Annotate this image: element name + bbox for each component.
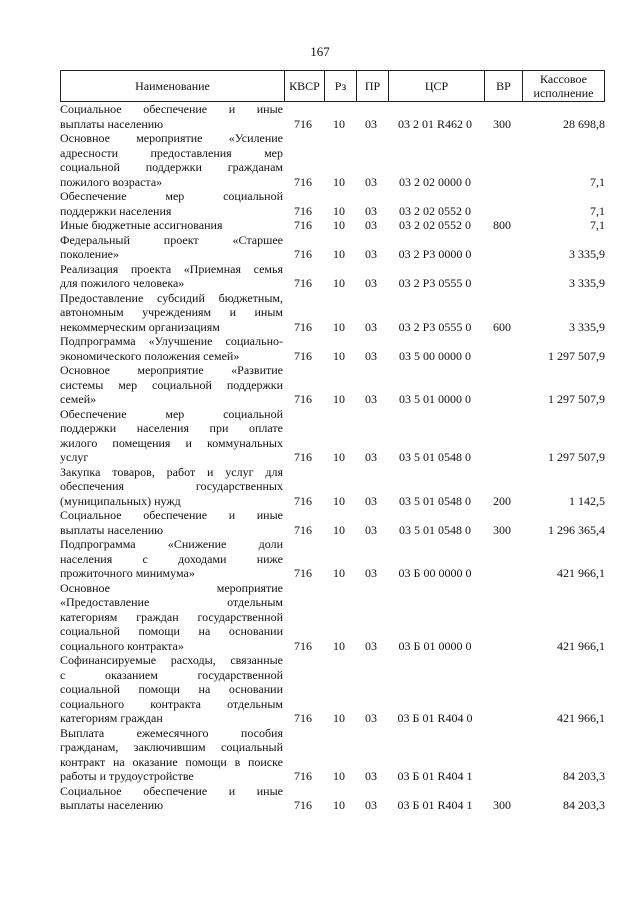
row-name-line: автономным учреждениям и иным — [60, 305, 283, 319]
row-pr: 03 — [365, 638, 377, 653]
table-row — [60, 262, 605, 291]
row-pr: 03 — [365, 798, 377, 812]
table-row — [60, 653, 605, 726]
row-name-line: поддержки населения — [60, 203, 172, 218]
row-csr: 03 2 02 0552 0 — [399, 218, 471, 232]
row-name-line: социальной помощи на основании — [60, 682, 283, 696]
row-name — [60, 465, 283, 509]
row-pr: 03 — [365, 247, 377, 261]
row-name-line: социального контракта отдельным — [60, 696, 283, 711]
row-name-line: Выплата ежемесячного пособия — [60, 725, 283, 740]
row-csr: 03 Б 01 0000 0 — [398, 638, 472, 653]
row-pr: 03 — [365, 450, 377, 464]
row-name-line: Обеспечение мер социальной — [60, 189, 283, 203]
row-rz: 10 — [333, 769, 345, 783]
row-csr: 03 2 02 0000 0 — [399, 174, 471, 189]
row-rz: 10 — [333, 276, 345, 290]
row-rz: 10 — [333, 522, 345, 537]
row-name-line: прожиточного минимума» — [60, 566, 195, 580]
table-row — [60, 233, 605, 262]
row-name-line: Основное мероприятие — [60, 580, 283, 595]
row-name-line: некоммерческим организациям — [60, 319, 220, 334]
row-name-line: населения с доходами ниже — [60, 551, 283, 566]
row-name-line: Софинансируемые расходы, связанные — [60, 653, 283, 667]
row-name-line: Социальное обеспечение и иные — [60, 102, 283, 116]
row-name-line: Реализация проекта «Приемная семья — [60, 261, 283, 276]
header-csr: ЦСР — [388, 71, 484, 101]
row-kass: 3 335,9 — [569, 319, 605, 334]
row-pr: 03 — [365, 769, 377, 783]
row-kass: 1 297 507,9 — [548, 392, 605, 406]
row-name-line: контракт на оказание помощи в поиске — [60, 754, 283, 769]
table-row — [60, 508, 605, 537]
row-name-line: Подпрограмма «Снижение доли — [60, 537, 283, 551]
row-vr: 300 — [493, 522, 511, 537]
row-pr: 03 — [365, 522, 377, 537]
row-rz: 10 — [333, 566, 345, 580]
row-vr: 600 — [493, 319, 511, 334]
row-csr: 03 5 01 0548 0 — [399, 522, 471, 537]
table-header — [60, 70, 605, 102]
row-name-line: жилого помещения и коммунальных — [60, 435, 283, 450]
row-rz: 10 — [333, 218, 345, 232]
row-name-line: для пожилого человека» — [60, 276, 185, 290]
row-name-line: Социальное обеспечение и иные — [60, 783, 283, 798]
row-pr: 03 — [365, 276, 377, 290]
row-name — [60, 407, 283, 465]
header-kass — [522, 71, 604, 101]
row-kvsr: 716 — [294, 174, 312, 189]
row-name-line: «Предоставление отдельным — [60, 595, 283, 609]
row-pr: 03 — [365, 218, 377, 232]
row-name — [60, 291, 283, 335]
row-pr: 03 — [365, 566, 377, 580]
row-name-line: семей» — [60, 392, 97, 406]
table-row — [60, 189, 605, 218]
row-name — [60, 653, 283, 726]
table-row — [60, 291, 605, 335]
row-name-line: поколение» — [60, 247, 119, 261]
row-rz: 10 — [333, 116, 345, 131]
row-name-line: адресности предоставления мер — [60, 145, 283, 160]
row-kass: 7,1 — [590, 174, 605, 189]
row-kass: 7,1 — [590, 203, 605, 218]
row-csr: 03 2 P3 0000 0 — [398, 247, 472, 261]
row-rz: 10 — [333, 348, 345, 363]
row-name-line: пожилого возраста» — [60, 174, 163, 189]
row-name — [60, 189, 283, 218]
row-csr: 03 5 01 0548 0 — [399, 450, 471, 464]
table-row — [60, 465, 605, 509]
row-kvsr: 716 — [294, 392, 312, 406]
row-name — [60, 363, 283, 407]
row-csr: 03 Б 00 0000 0 — [398, 566, 472, 580]
row-kvsr: 716 — [294, 638, 312, 653]
table-row — [60, 218, 605, 233]
row-rz: 10 — [333, 392, 345, 406]
row-csr: 03 Б 01 R404 1 — [397, 769, 473, 783]
row-name-line: Предоставление субсидий бюджетным, — [60, 290, 283, 305]
row-kass: 3 335,9 — [569, 276, 605, 290]
row-csr: 03 2 01 R462 0 — [397, 116, 472, 131]
row-kvsr: 716 — [294, 711, 312, 725]
row-kass: 421 966,1 — [557, 638, 605, 653]
row-name-line: с оказанием государственной — [60, 667, 283, 682]
table-row — [60, 131, 605, 189]
row-name — [60, 784, 283, 813]
row-pr: 03 — [365, 711, 377, 725]
row-kvsr: 716 — [294, 247, 312, 261]
row-csr: 03 Б 01 R404 1 — [397, 798, 473, 812]
row-kvsr: 716 — [294, 493, 312, 508]
table-row — [60, 334, 605, 363]
header-kass-line1: Кассовое — [540, 72, 587, 86]
row-csr: 03 5 01 0548 0 — [399, 493, 471, 508]
header-kvsr: КВСР — [284, 71, 324, 101]
row-vr: 800 — [493, 218, 511, 232]
row-csr: 03 5 00 0000 0 — [399, 348, 471, 363]
row-name-line: экономического положения семей» — [60, 348, 240, 363]
row-kass: 1 296 365,4 — [548, 522, 605, 537]
row-vr: 300 — [493, 798, 511, 812]
page-number: 167 — [310, 44, 330, 59]
row-name-line: системы мер социальной поддержки — [60, 377, 283, 392]
row-rz: 10 — [333, 319, 345, 334]
row-kvsr: 716 — [294, 276, 312, 290]
row-kvsr: 716 — [294, 116, 312, 131]
row-name — [60, 581, 283, 654]
row-name-line: выплаты населению — [60, 522, 164, 537]
header-name: Наименование — [135, 79, 210, 93]
table-row — [60, 102, 605, 131]
table-row — [60, 537, 605, 581]
row-name-line: выплаты населению — [60, 798, 164, 812]
row-kass: 7,1 — [590, 218, 605, 232]
row-kvsr: 716 — [294, 348, 312, 363]
row-name — [60, 334, 283, 363]
row-name — [60, 131, 283, 189]
row-csr: 03 Б 01 R404 0 — [397, 711, 473, 725]
row-name-line: обеспечения государственных — [60, 479, 283, 493]
row-name-line: категориям граждан государственной — [60, 609, 283, 624]
row-name-line: социальной помощи на основании — [60, 624, 283, 638]
row-name-line: гражданам, заключившим социальный — [60, 740, 283, 754]
row-rz: 10 — [333, 450, 345, 464]
row-kass: 1 142,5 — [569, 493, 605, 508]
row-name-line: социального контракта» — [60, 638, 184, 653]
row-name-line: Закупка товаров, работ и услуг для — [60, 464, 283, 479]
row-kvsr: 716 — [294, 769, 312, 783]
header-kass-line2: исполнение — [533, 86, 594, 100]
row-name-line: поддержки населения при оплате — [60, 421, 283, 435]
row-pr: 03 — [365, 493, 377, 508]
row-kass: 1 297 507,9 — [548, 348, 605, 363]
table-row — [60, 407, 605, 465]
row-pr: 03 — [365, 203, 377, 218]
row-name — [60, 233, 283, 262]
row-vr: 200 — [493, 493, 511, 508]
row-name-line: работы и трудоустройстве — [60, 769, 194, 783]
table-body — [60, 102, 605, 813]
row-rz: 10 — [333, 493, 345, 508]
row-csr: 03 2 P3 0555 0 — [398, 319, 472, 334]
row-kvsr: 716 — [294, 218, 312, 232]
row-pr: 03 — [365, 319, 377, 334]
row-pr: 03 — [365, 348, 377, 363]
header-pr: ПР — [356, 71, 388, 101]
row-kvsr: 716 — [294, 319, 312, 334]
row-csr: 03 2 P3 0555 0 — [398, 276, 472, 290]
row-name-line: Федеральный проект «Старшее — [60, 232, 283, 247]
row-rz: 10 — [333, 174, 345, 189]
row-vr: 300 — [493, 116, 511, 131]
row-name-line: (муниципальных) нужд — [60, 493, 181, 508]
row-name-line: категориям граждан — [60, 711, 163, 725]
row-kvsr: 716 — [294, 566, 312, 580]
table-row — [60, 363, 605, 407]
row-name-line: социальной поддержки гражданам — [60, 160, 283, 174]
row-name-line: Основное мероприятие «Усиление — [60, 131, 283, 145]
row-rz: 10 — [333, 798, 345, 812]
row-kvsr: 716 — [294, 798, 312, 812]
row-name — [60, 262, 283, 291]
row-kass: 28 698,8 — [563, 116, 605, 131]
table-row — [60, 726, 605, 784]
row-pr: 03 — [365, 174, 377, 189]
row-rz: 10 — [333, 247, 345, 261]
row-kass: 421 966,1 — [557, 566, 605, 580]
row-rz: 10 — [333, 711, 345, 725]
row-rz: 10 — [333, 638, 345, 653]
row-kass: 3 335,9 — [569, 247, 605, 261]
row-pr: 03 — [365, 392, 377, 406]
row-rz: 10 — [333, 203, 345, 218]
row-pr: 03 — [365, 116, 377, 131]
row-name — [60, 726, 283, 784]
row-name-line: Социальное обеспечение и иные — [60, 508, 283, 522]
table-row — [60, 581, 605, 654]
row-name — [60, 508, 283, 537]
row-kvsr: 716 — [294, 522, 312, 537]
row-kvsr: 716 — [294, 450, 312, 464]
row-name-line: Подпрограмма «Улучшение социально- — [60, 334, 283, 348]
row-kass: 421 966,1 — [557, 711, 605, 725]
row-name-line: Основное мероприятие «Развитие — [60, 363, 283, 377]
header-rz: Рз — [324, 71, 356, 101]
row-name-line: Иные бюджетные ассигнования — [60, 218, 223, 232]
row-name — [60, 537, 283, 581]
row-name — [60, 218, 283, 233]
table-row — [60, 784, 605, 813]
row-name-line: выплаты населению — [60, 116, 164, 131]
row-csr: 03 2 02 0552 0 — [399, 203, 471, 218]
row-name-line: Обеспечение мер социальной — [60, 406, 283, 421]
row-csr: 03 5 01 0000 0 — [399, 392, 471, 406]
header-vr: ВР — [484, 71, 522, 101]
row-kvsr: 716 — [294, 203, 312, 218]
row-name — [60, 102, 283, 131]
row-kass: 84 203,3 — [563, 798, 605, 812]
row-kass: 1 297 507,9 — [548, 450, 605, 464]
row-name-line: услуг — [60, 450, 89, 464]
row-kass: 84 203,3 — [563, 769, 605, 783]
